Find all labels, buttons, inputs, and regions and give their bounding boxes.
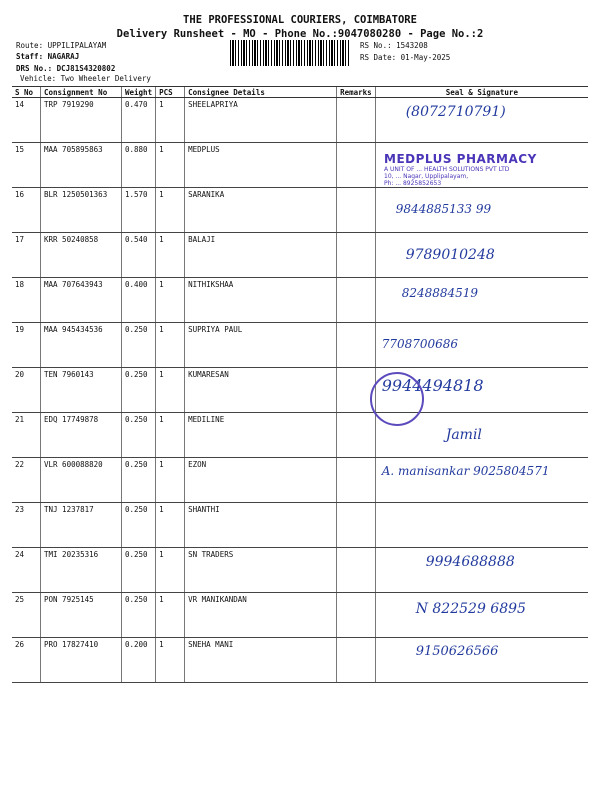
barcode [230,40,350,66]
cell-sno: 25 [12,593,41,638]
cell-signature [375,503,588,548]
cell-consignee: MEDPLUS [185,143,337,188]
cell-remarks [337,503,376,548]
cell-remarks [337,98,376,143]
round-seal [370,372,424,426]
pharmacy-stamp [384,152,554,230]
cell-weight: 0.880 [122,143,156,188]
handwritten-signature: A. manisankar 9025804571 [381,464,550,478]
cell-sno: 14 [12,98,41,143]
cell-remarks [337,323,376,368]
cell-sno: 20 [12,368,41,413]
table-row [12,98,588,143]
cell-remarks [337,278,376,323]
cell-consignment: TRP 7919290 [41,98,122,143]
page-title: THE PROFESSIONAL COURIERS, COIMBATORE [183,14,417,26]
cell-pcs: 1 [156,233,185,278]
cell-sno: 17 [12,233,41,278]
col-pcs: PCS [156,87,185,98]
drs-label: DRS No.: DCJ81S4320802 [16,64,116,73]
cell-consignee: KUMARESAN [185,368,337,413]
cell-consignee: SARANIKA [185,188,337,233]
vehicle-label: Vehicle: Two Wheeler Delivery [20,74,151,83]
handwritten-signature: (8072710791) [405,104,506,120]
stamp-line: A UNIT OF ... HEALTH SOLUTIONS PVT LTD [384,166,510,173]
rs-date: RS Date: 01-May-2025 [360,53,451,62]
cell-signature [375,233,588,278]
cell-sno: 19 [12,323,41,368]
cell-signature [375,278,588,323]
cell-consignment: MAA 707643943 [41,278,122,323]
cell-consignee: SHANTHI [185,503,337,548]
cell-consignee: MEDILINE [185,413,337,458]
cell-weight: 0.250 [122,368,156,413]
cell-pcs: 1 [156,593,185,638]
cell-consignment: TEN 7960143 [41,368,122,413]
table-row [12,593,588,638]
cell-consignment: TMI 20235316 [41,548,122,593]
stamp-line: Ph: ... 8925852653 [384,180,442,187]
cell-pcs: 1 [156,143,185,188]
table-row [12,458,588,503]
handwritten-signature: 9844885133 99 [395,202,492,216]
staff-label: Staff: NAGARAJ [16,52,80,61]
table-row [12,233,588,278]
cell-pcs: 1 [156,188,185,233]
cell-sno: 21 [12,413,41,458]
handwritten-signature: N 822529 6895 [415,601,526,617]
cell-consignee: NITHIKSHAA [185,278,337,323]
cell-pcs: 1 [156,323,185,368]
handwritten-signature: 9789010248 [405,247,495,263]
cell-signature [375,548,588,593]
table-row [12,638,588,683]
rs-number: RS No.: 1543208 [360,41,428,50]
handwritten-signature: 9994688888 [425,554,515,570]
cell-weight: 0.250 [122,548,156,593]
cell-sno: 22 [12,458,41,503]
cell-consignee: EZON [185,458,337,503]
cell-consignee: SHEELAPRIYA [185,98,337,143]
cell-consignment: KRR 50240858 [41,233,122,278]
table-row [12,323,588,368]
cell-remarks [337,593,376,638]
cell-weight: 0.540 [122,233,156,278]
cell-consignee: VR MANIKANDAN [185,593,337,638]
cell-consignment: MAA 945434536 [41,323,122,368]
cell-pcs: 1 [156,413,185,458]
stamp-line: 10, ... Nagar, Upplipalayam, [384,173,469,180]
cell-remarks [337,368,376,413]
col-weight: Weight [122,87,156,98]
col-sno: S No [12,87,41,98]
cell-consignment: MAA 705895863 [41,143,122,188]
cell-sno: 16 [12,188,41,233]
cell-pcs: 1 [156,458,185,503]
cell-remarks [337,638,376,683]
cell-signature [375,323,588,368]
col-consignee: Consignee Details [185,87,337,98]
cell-remarks [337,413,376,458]
route-label: Route: UPPILIPALAYAM [16,41,107,50]
cell-pcs: 1 [156,368,185,413]
cell-weight: 0.250 [122,458,156,503]
handwritten-signature: 9944494818 [381,376,484,395]
cell-consignee: SNEHA MANI [185,638,337,683]
cell-consignment: EDQ 17749878 [41,413,122,458]
cell-sno: 23 [12,503,41,548]
handwritten-signature: 8248884519 [401,286,479,300]
cell-consignee: SUPRIYA PAUL [185,323,337,368]
cell-consignee: SN TRADERS [185,548,337,593]
handwritten-signature: 9150626566 [415,644,499,659]
cell-consignment: BLR 1250501363 [41,188,122,233]
col-signature: Seal & Signature [375,87,588,98]
table-row [12,413,588,458]
cell-weight: 0.200 [122,638,156,683]
handwritten-signature: 7708700686 [381,337,459,351]
col-consignment: Consignment No [41,87,122,98]
cell-pcs: 1 [156,548,185,593]
cell-sno: 18 [12,278,41,323]
table-row [12,503,588,548]
cell-pcs: 1 [156,503,185,548]
handwritten-signature: Jamil [445,427,482,443]
table-row [12,368,588,413]
stamp-name: MEDPLUS PHARMACY [384,152,537,166]
runsheet-subtitle: Delivery Runsheet - MO - Phone No.:9047080280 - Page No.:2 [116,28,484,40]
col-remarks: Remarks [337,87,376,98]
table-header-row [12,87,588,98]
cell-consignment: TNJ 1237817 [41,503,122,548]
cell-remarks [337,143,376,188]
cell-signature [375,593,588,638]
cell-remarks [337,458,376,503]
cell-pcs: 1 [156,98,185,143]
cell-signature [375,638,588,683]
cell-weight: 0.250 [122,323,156,368]
cell-sno: 24 [12,548,41,593]
cell-consignment: PON 7925145 [41,593,122,638]
cell-consignee: BALAJI [185,233,337,278]
cell-weight: 0.250 [122,503,156,548]
table-row [12,278,588,323]
cell-weight: 0.250 [122,413,156,458]
cell-signature [375,458,588,503]
cell-consignment: PRO 17827410 [41,638,122,683]
cell-weight: 0.250 [122,593,156,638]
cell-weight: 0.400 [122,278,156,323]
cell-weight: 0.470 [122,98,156,143]
cell-sno: 15 [12,143,41,188]
cell-weight: 1.570 [122,188,156,233]
cell-remarks [337,233,376,278]
cell-remarks [337,548,376,593]
cell-pcs: 1 [156,638,185,683]
cell-consignment: VLR 600088820 [41,458,122,503]
cell-pcs: 1 [156,278,185,323]
cell-remarks [337,188,376,233]
table-row [12,548,588,593]
cell-sno: 26 [12,638,41,683]
cell-signature [375,98,588,143]
